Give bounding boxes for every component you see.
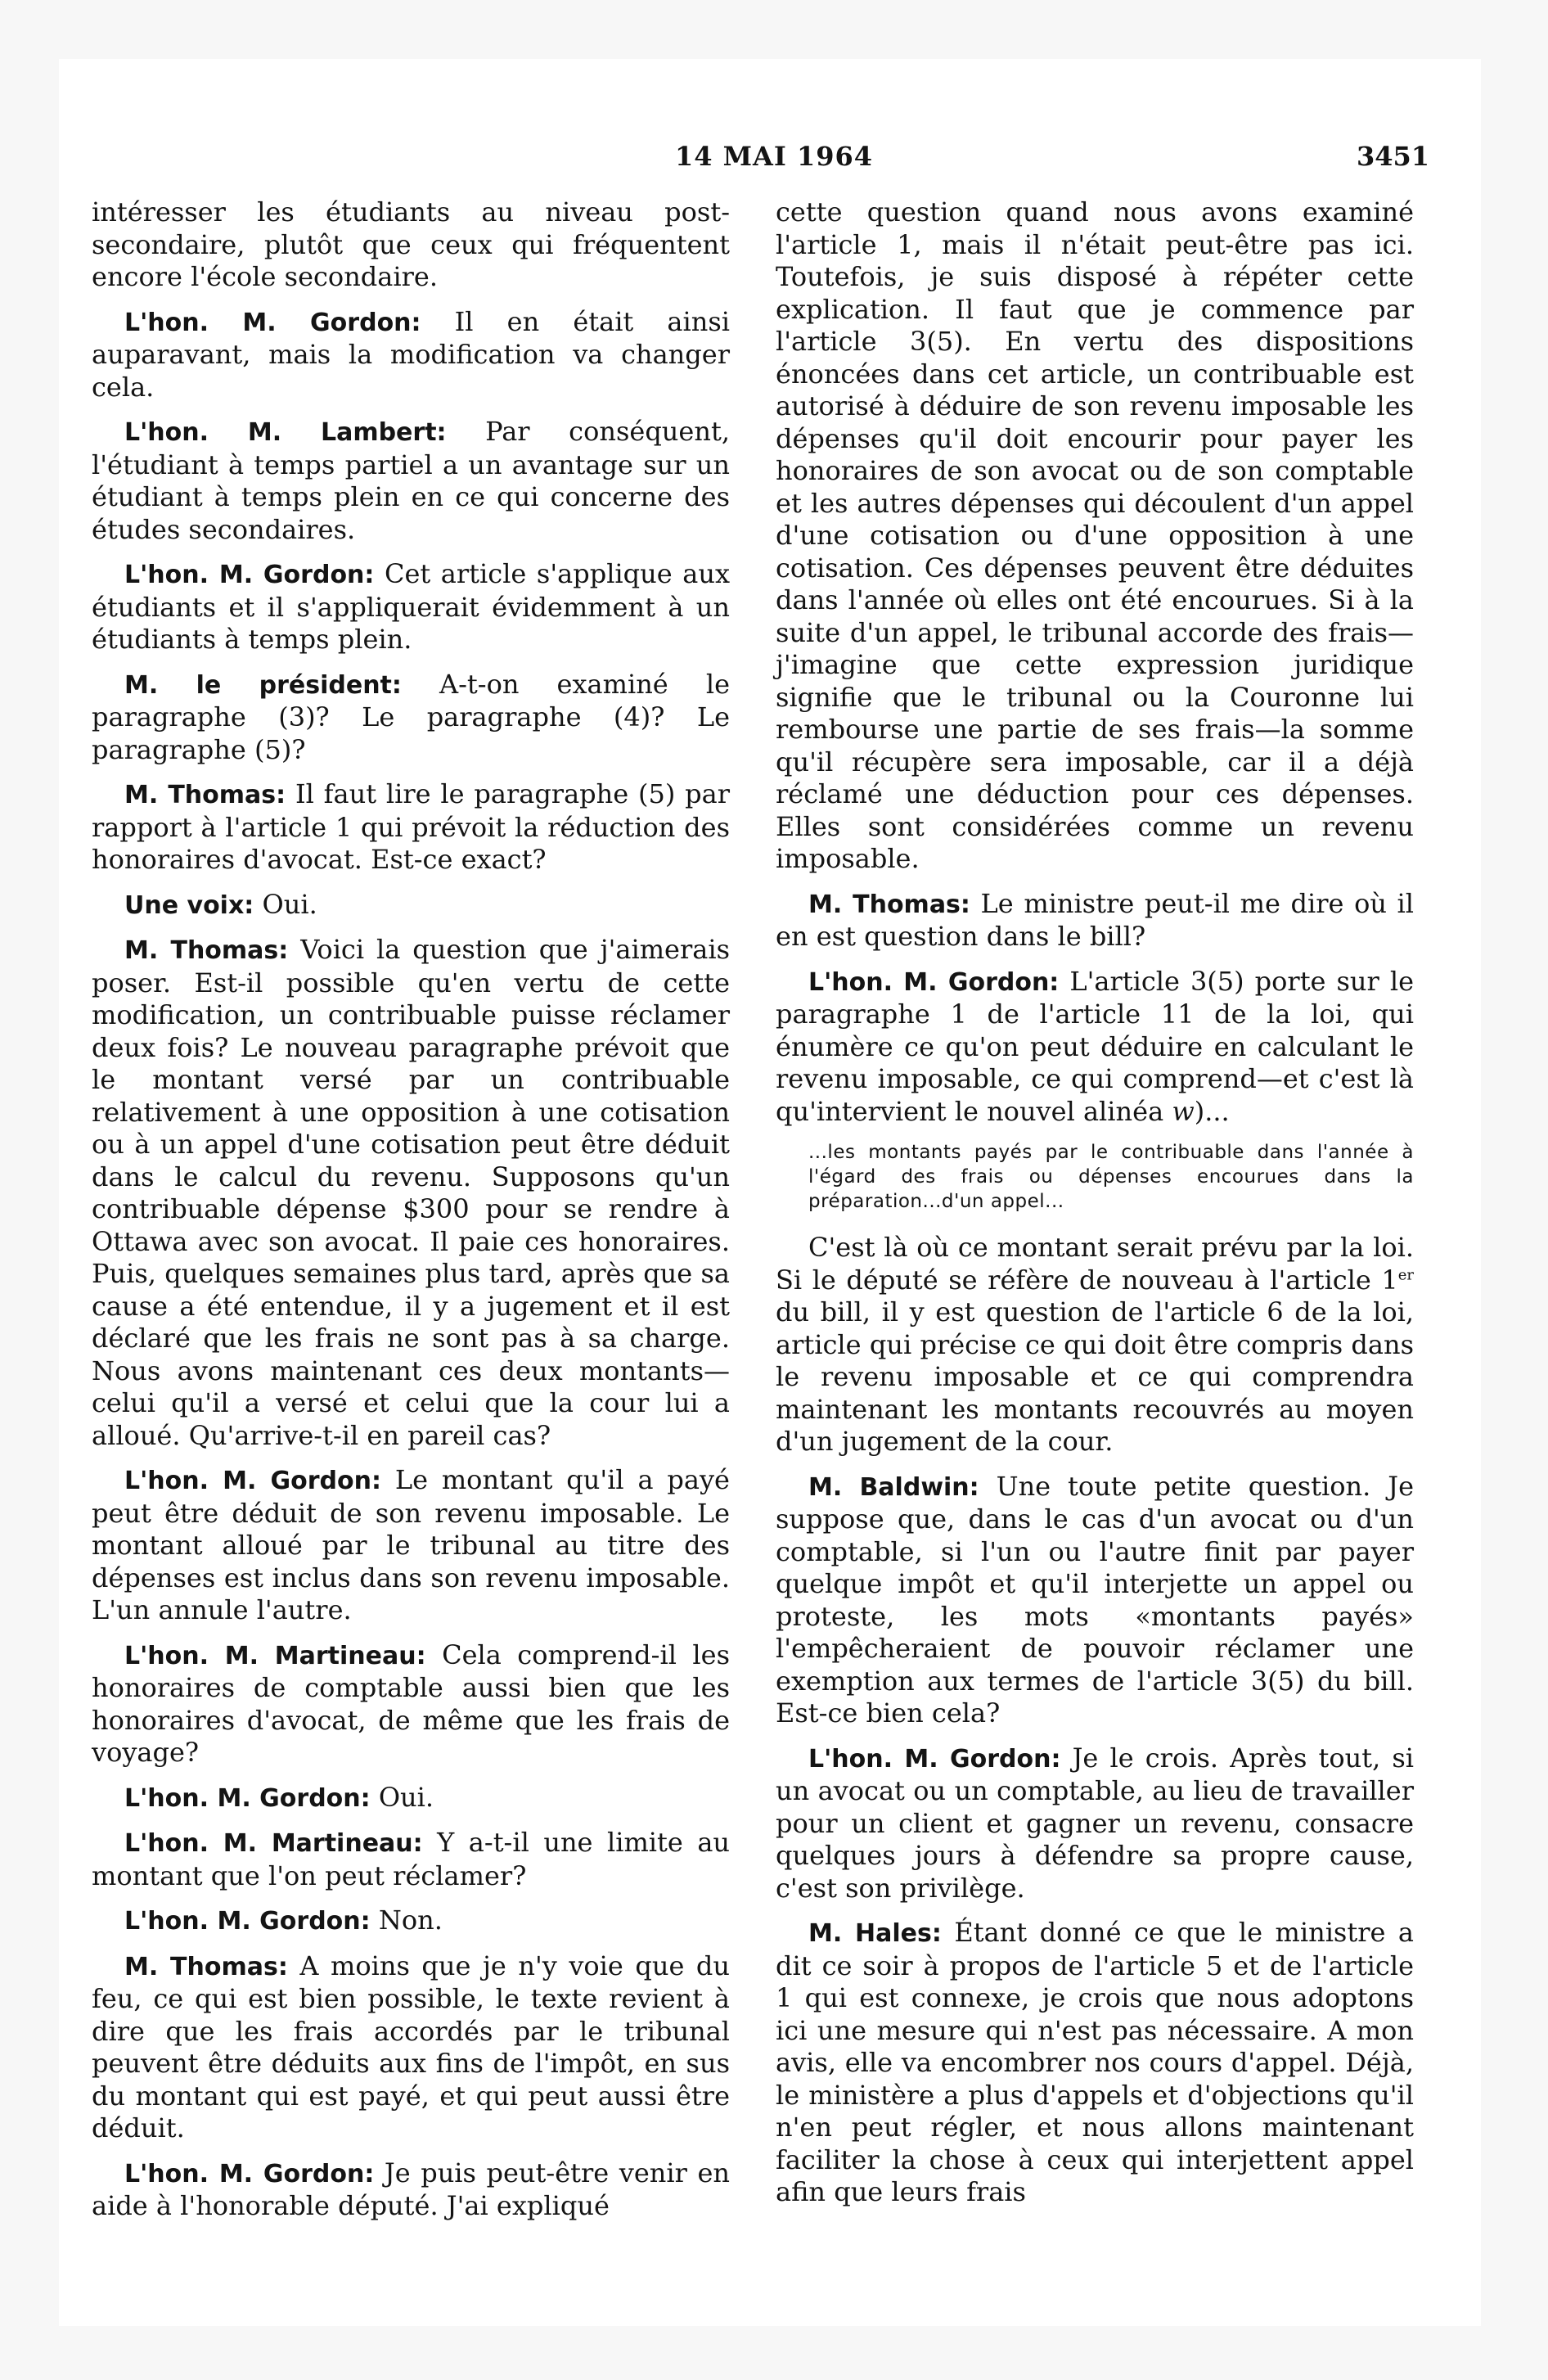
paragraph: M. Thomas: Il faut lire le paragraphe (5) par rapport à l'article 1 qui prévoit la réduction des honoraires d'avocat. Est-ce exact?	[92, 778, 731, 875]
page-header	[0, 141, 1548, 174]
speaker-name: Une voix:	[124, 890, 254, 920]
paragraph: L'hon. M. Gordon: Cet article s'applique aux étudiants et il s'appliquerait évidemment à un étudiants à temps plein.	[92, 558, 730, 655]
speaker-name: M. Thomas:	[124, 1952, 288, 1981]
paragraph: intéresser les étudiants au niveau post-secondaire, plutôt que ceux qui fréquentent encore l'école secondaire.	[92, 196, 730, 292]
speaker-name: M. Thomas:	[124, 781, 286, 809]
paragraph: L'hon. M. Gordon: Oui.	[124, 1781, 434, 1813]
speaker-name: L'hon. M. Gordon:	[124, 1467, 381, 1495]
paragraph: L'hon. M. Gordon: L'article 3(5) porte sur le paragraphe 1 de l'article 11 de la loi, qui énumère ce qu'on peut déduire en calculant le revenu imposable, ce qui comprend—et c'est là qu'intervient le nouvel alinéa w)...	[776, 965, 1415, 1127]
paragraph: cette question quand nous avons examiné l'article 1, mais il n'était peut-être pas ici. Toutefois, je suis disposé à répéter cette explication. Il faut que je commence par l'article 3(5). En vertu des dispositions énoncées dans cet article, un contribuable est autorisé à déduire de son revenu imposable les dépenses qu'il doit encourir pour payer les honoraires de son avocat ou de son comptable et les autres dépenses qui découlent d'un appel d'une cotisation ou d'une opposition à une cotisation. Ces dépenses peuvent être déduites dans l'année où elles ont été encourues. Si à la suite d'un appel, le tribunal accorde des frais—j'imagine que cette expression juridique signifie que le tribunal ou la Couronne lui rembourse une partie de ses frais—la somme qu'il récupère sera imposable, car il a déjà réclamé une déduction pour ces dépenses. Elles sont considérées comme un revenu imposable.	[776, 196, 1414, 874]
left-column	[92, 196, 730, 2235]
speaker-name: M. le président:	[124, 670, 402, 700]
speaker-name: L'hon. M. Lambert:	[124, 418, 447, 447]
quoted-statute: ...les montants payés par le contribuable dans l'année à l'égard des frais ou dépenses encourues dans la préparation...d'un appel...	[808, 1142, 1414, 1212]
paragraph: L'hon. M. Lambert: Par conséquent, l'étudiant à temps partiel a un avantage sur un étudiant à temps plein en ce qui concerne des études secondaires.	[92, 416, 730, 545]
speaker-name: L'hon. M. Martineau:	[124, 1641, 426, 1670]
paragraph: M. Thomas: Voici la question que j'aimerais poser. Est-il possible qu'en vertu de cette modification, un contribuable puisse réclamer deux fois? Le nouveau paragraphe prévoit que le montant versé par un contribuable relativement à une opposition à une cotisation ou à un appel d'une cotisation peut être déduit dans le calcul du revenu. Supposons qu'un contribuable dépense $300 pour se rendre à Ottawa avec son avocat. Il paie ces honoraires. Puis, quelques semaines plus tard, après que sa cause a été entendue, il y a jugement et il est déclaré que les frais ne sont pas à sa charge. Nous avons maintenant ces deux montants—celui qu'il a versé et celui que la cour lui a alloué. Qu'arrive-t-il en pareil cas?	[92, 934, 731, 1451]
speaker-name: L'hon. M. Gordon:	[124, 561, 375, 589]
paragraph: M. Baldwin: Une toute petite question. Je suppose que, dans le cas d'un avocat ou d'un comptable, si l'un ou l'autre finit par payer quelque impôt et qu'il interjette un appel ou proteste, les mots «montants payés» l'empêcheraient de pouvoir réclamer une exemption aux termes de l'article 3(5) du bill. Est-ce bien cela?	[776, 1470, 1414, 1729]
paragraph: L'hon. M. Gordon: Je puis peut-être venir en aide à l'honorable député. J'ai expliqué	[92, 2157, 731, 2221]
paragraph: C'est là où ce montant serait prévu par la loi. Si le député se réfère de nouveau à l'article 1er du bill, il y est question de l'article 6 de la loi, article qui précise ce qui doit être compris dans le revenu imposable et ce qui comprendra maintenant les montants recouvrés au moyen d'un jugement de la cour.	[776, 1232, 1414, 1457]
speaker-name: L'hon. M. Gordon:	[808, 967, 1060, 997]
speaker-name: M. Thomas:	[808, 890, 970, 919]
speaker-name: L'hon. M. Gordon:	[124, 2159, 375, 2188]
paragraph: L'hon. M. Martineau: Cela comprend-il les honoraires de comptable aussi bien que les honoraires d'avocat, de même que les frais de voyage?	[92, 1639, 731, 1768]
speaker-name: L'hon. M. Gordon:	[124, 308, 421, 337]
page-number: 3451	[1356, 141, 1429, 172]
speaker-name: L'hon. M. Gordon:	[124, 1907, 371, 1936]
paragraph: Une voix: Oui.	[124, 888, 317, 920]
paragraph: L'hon. M. Gordon: Non.	[124, 1904, 443, 1936]
paragraph: L'hon. M. Martineau: Y a-t-il une limite au montant que l'on peut réclamer?	[92, 1827, 731, 1891]
paragraph: M. Thomas: Le ministre peut-il me dire où il en est question dans le bill?	[776, 887, 1415, 952]
paragraph: L'hon. M. Gordon: Le montant qu'il a payé peut être déduit de son revenu imposable. Le montant alloué par le tribunal au titre des dépenses est inclus dans son revenu imposable. L'un annule l'autre.	[92, 1464, 730, 1625]
header-date: 14 MAI 1964	[674, 141, 874, 172]
paragraph: M. le président: A-t-on examiné le paragraphe (3)? Le paragraphe (4)? Le paragraphe (5)?	[92, 668, 730, 765]
paragraph: M. Hales: Étant donné ce que le ministre a dit ce soir à propos de l'article 5 et de l'article 1 qui est connexe, je crois que nous adoptons ici une mesure qui n'est pas nécessaire. A mon avis, elle va encombrer nos cours d'appel. Déjà, le ministère a plus d'appels et d'objections qu'il n'en peut régler, et nous allons maintenant faciliter la chose à ceux qui interjettent appel afin que leurs frais	[776, 1917, 1415, 2207]
paragraph: M. Thomas: A moins que je n'y voie que du feu, ce qui est bien possible, le texte revient à dire que les frais accordés par le tribunal peuvent être déduits aux fins de l'impôt, en sus du montant qui est payé, et qui peut aussi être déduit.	[92, 1950, 731, 2143]
speaker-name: M. Hales:	[808, 1919, 942, 1948]
paragraph: L'hon. M. Gordon: Je le crois. Après tout, si un avocat ou un comptable, au lieu de travailler pour un client et gagner un revenu, consacre quelques jours à défendre sa propre cause, c'est son privilège.	[776, 1742, 1415, 1904]
right-column	[776, 196, 1414, 2221]
speaker-name: L'hon. M. Martineau:	[124, 1829, 423, 1858]
paragraph: L'hon. M. Gordon: Il en était ainsi auparavant, mais la modification va changer cela.	[92, 305, 730, 403]
speaker-name: L'hon. M. Gordon:	[808, 1744, 1061, 1774]
speaker-name: L'hon. M. Gordon:	[124, 1783, 371, 1813]
speaker-name: M. Thomas:	[124, 936, 289, 965]
speaker-name: M. Baldwin:	[808, 1472, 979, 1502]
